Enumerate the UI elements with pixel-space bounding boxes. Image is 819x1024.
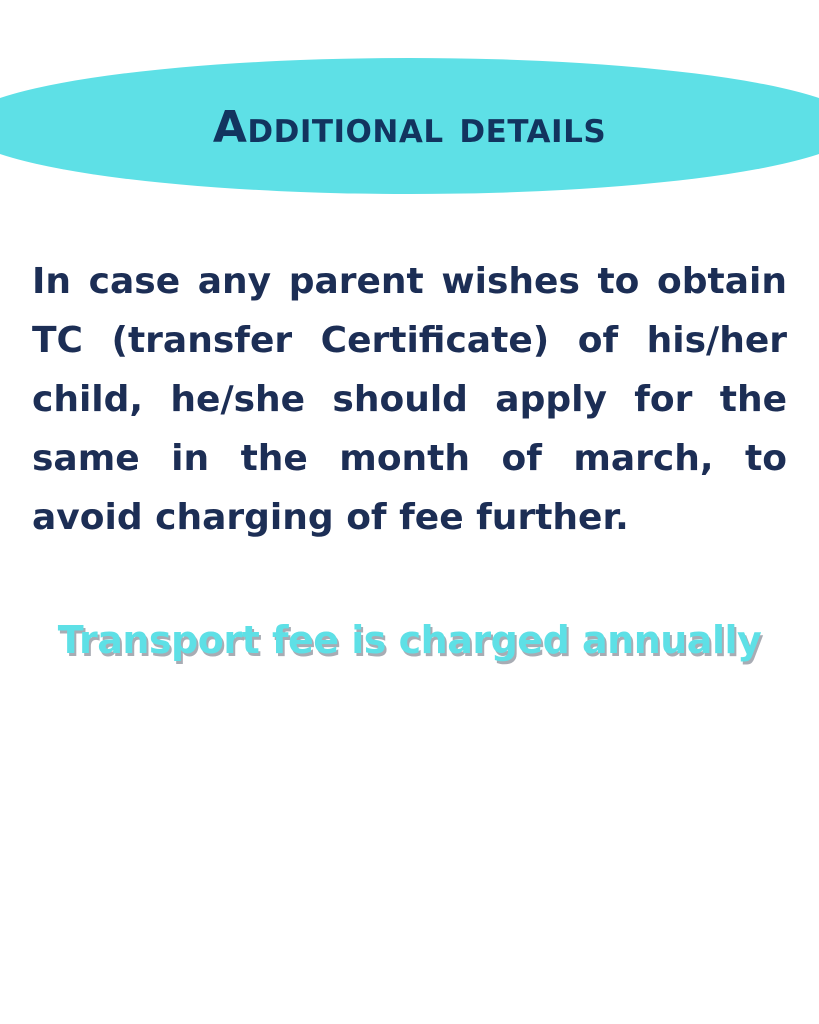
tc-notice-paragraph: In case any parent wishes to obtain TC (transfer Certificate) of his/her child, he/she should apply for the same in the month of march, to avoid charging of fee further. [32,261,787,538]
page-title: Additional details [212,102,607,153]
transport-fee-note: Transport fee is charged annually [57,618,762,662]
